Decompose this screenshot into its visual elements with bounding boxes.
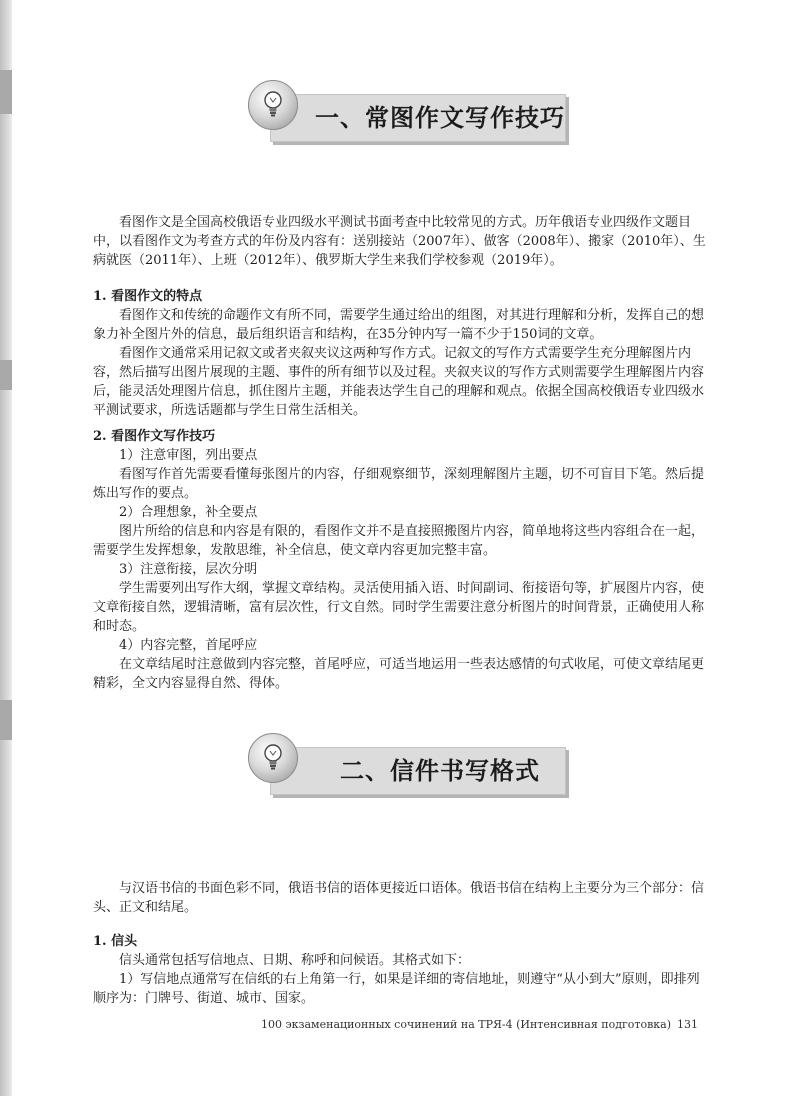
tip-body: 看图写作首先需要看懂每张图片的内容，仔细观察细节，深刻理解图片主题，切不可盲目下笔。然后提炼出写作的要点。 — [93, 467, 705, 501]
tip-title: 2）合理想象，补全要点 — [119, 505, 258, 520]
book-title: 100 экзаменационных сочинений на ТРЯ-4 (Интенсивная подготовка) — [260, 1018, 671, 1031]
edge-tab-mark — [0, 700, 12, 740]
part-1-paragraph: 看图作文和传统的命题作文有所不同，需要学生通过给出的组图，对其进行理解和分析，发挥自己的想象力补全图片外的信息，最后组织语言和结构，在35分钟内写一篇不少于150词的文章。 — [93, 308, 705, 342]
page-number: 131 — [677, 1018, 698, 1031]
tip-body: 在文章结尾时注意做到内容完整，首尾呼应，可适当地运用一些表达感情的句式收尾，可使文章结尾更精彩，全文内容显得自然、得体。 — [93, 657, 705, 691]
letter-header-paragraph: 信头通常包括写信地点、日期、称呼和问候语。其格式如下： — [119, 953, 471, 968]
section-2-intro — [93, 879, 711, 917]
section-2-part-1 — [93, 932, 711, 1008]
tip-title: 3）注意衔接，层次分明 — [119, 562, 258, 577]
part-2-heading: 2. 看图作文写作技巧 — [93, 429, 216, 444]
tip-title: 4）内容完整，首尾呼应 — [119, 638, 258, 653]
tip-body: 图片所给的信息和内容是有限的，看图作文并不是直接照搬图片内容，简单地将这些内容组合在一起，需要学生发挥想象，发散思维，补全信息，使文章内容更加完整丰富。 — [93, 524, 705, 558]
section-1-part-2 — [93, 427, 711, 693]
tip-body: 学生需要列出写作大纲，掌握文章结构。灵活使用插入语、时间副词、衔接语句等，扩展图片内容，使文章衔接自然，逻辑清晰，富有层次性，行文自然。同时学生需要注意分析图片的时间背景，正确使用人称和时态。 — [93, 581, 705, 634]
lightbulb-icon — [248, 733, 298, 783]
part-1-heading: 1. 看图作文的特点 — [93, 289, 203, 304]
section-1-header — [248, 80, 568, 160]
section-1-intro — [93, 213, 711, 270]
page-footer — [261, 1018, 698, 1031]
section-1-part-1 — [93, 287, 711, 420]
part-1-paragraph: 看图作文通常采用记叙文或者夹叙夹议这两种写作方式。记叙文的写作方式需要学生充分理解图片内容，然后描写出图片展现的主题、事件的所有细节以及过程。夹叙夹议的写作方式则需要学生理解图片内容后，能灵活处理图片信息，抓住图片主题，并能表达学生自己的理解和观点。依据全国高校俄语专业四级水平测试要求，所选话题都与学生日常生活相关。 — [93, 346, 705, 418]
section-1-intro-text: 看图作文是全国高校俄语专业四级水平测试书面考查中比较常见的方式。历年俄语专业四级作文题目中，以看图作文为考查方式的年份及内容有：送别接站（2007年）、做客（2008年）、搬家（2010年）、生病就医（2011年）、上班（2012年）、俄罗斯大学生来我们学校参观（2019年）。 — [93, 215, 706, 268]
section-2-title-box — [270, 747, 566, 795]
section-1-title: 一、常图作文写作技巧 — [315, 103, 565, 132]
page-edge-strip — [0, 0, 12, 1096]
lightbulb-icon — [248, 80, 298, 130]
section-1-title-box — [270, 94, 566, 142]
edge-tab-mark — [0, 70, 12, 114]
letter-header-paragraph: 1）写信地点通常写在信纸的右上角第一行，如果是详细的寄信地址，则遵守“从小到大”原则，即排列顺序为：门牌号、街道、城市、国家。 — [93, 972, 700, 1006]
letter-header-heading: 1. 信头 — [93, 934, 138, 949]
edge-tab-mark — [0, 360, 12, 390]
section-2-title: 二、信件书写格式 — [340, 756, 540, 785]
tip-title: 1）注意审图，列出要点 — [119, 448, 258, 463]
section-2-intro-text: 与汉语书信的书面色彩不同，俄语书信的语体更接近口语体。俄语书信在结构上主要分为三个部分：信头、正文和结尾。 — [93, 881, 705, 915]
section-2-header — [248, 733, 568, 813]
